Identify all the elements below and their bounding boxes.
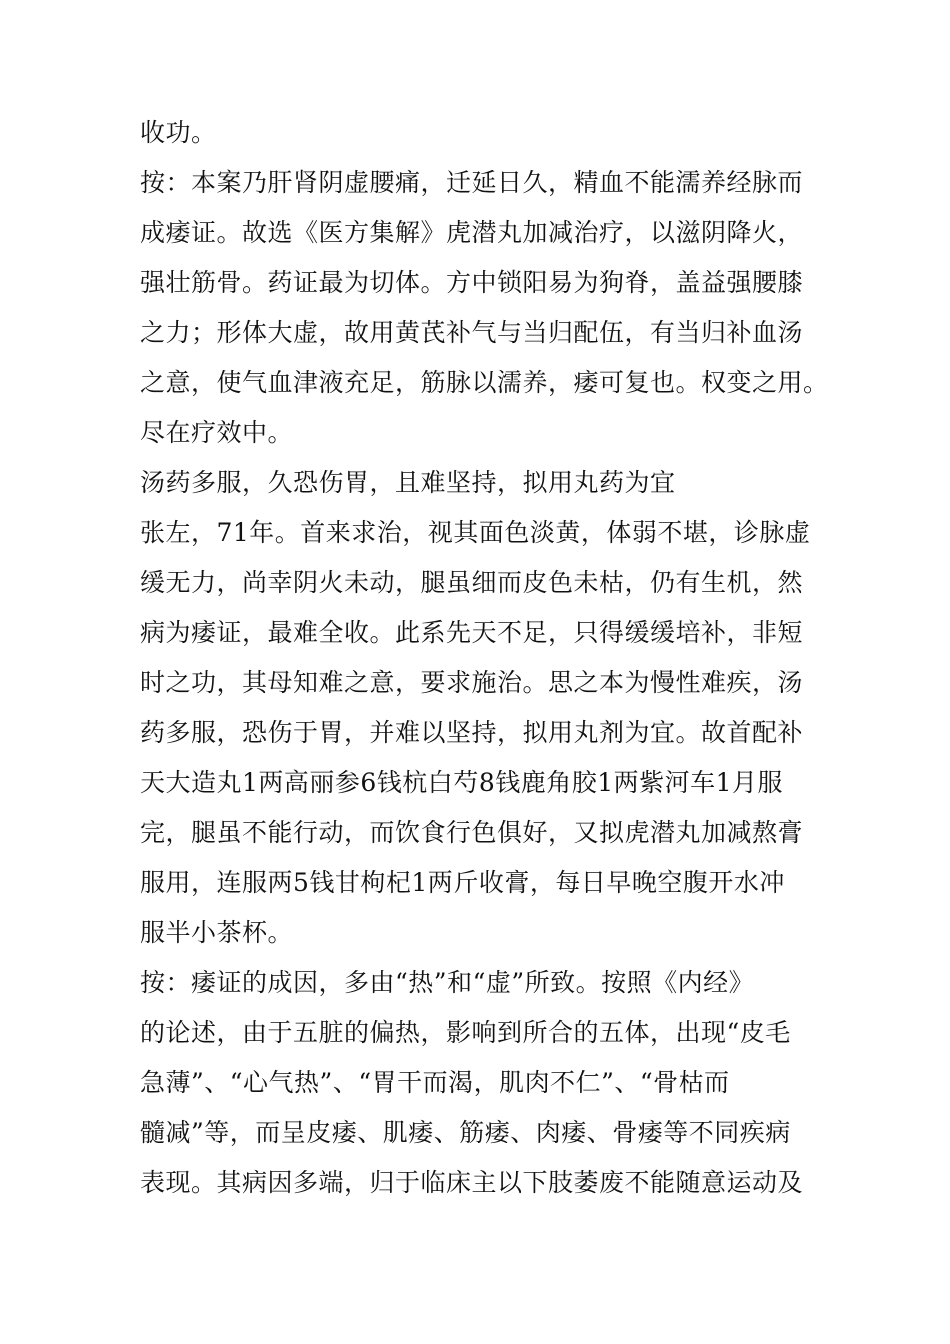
text-line: 完，腿虽不能行动，而饮食行色俱好，又拟虎潜丸加减熬膏: [140, 818, 804, 847]
text-line: 时之功，其母知难之意，要求施治。思之本为慢性难疾，汤: [140, 668, 804, 697]
text-line: 服半小茶杯。: [140, 918, 294, 947]
text-line: 缓无力，尚幸阴火未动，腿虽细而皮色未枯，仍有生机，然: [140, 568, 804, 597]
text-line: 成痿证。故选《医方集解》虎潜丸加减治疗，以滋阴降火，: [140, 218, 804, 247]
text-line: 髓减”等，而呈皮痿、肌痿、筋痿、肉痿、骨痿等不同疾病: [140, 1118, 791, 1147]
text-line: 天大造丸1两高丽参6钱杭白芍8钱鹿角胶1两紫河车1月服: [140, 768, 784, 797]
text-line: 按：痿证的成因，多由“热”和“虚”所致。按照《内经》: [140, 968, 755, 997]
text-line: 表现。其病因多端，归于临床主以下肢萎废不能随意运动及: [140, 1168, 804, 1197]
text-line: 病为痿证，最难全收。此系先天不足，只得缓缓培补，非短: [140, 618, 804, 647]
text-line: 急薄”、“心气热”、“胃干而渴，肌肉不仁”、“骨枯而: [140, 1068, 730, 1097]
text-line: 药多服，恐伤于胃，并难以坚持，拟用丸剂为宜。故首配补: [140, 718, 804, 747]
text-line: 之力；形体大虚，故用黄芪补气与当归配伍，有当归补血汤: [140, 318, 804, 347]
text-line: 收功。: [140, 118, 217, 147]
text-line: 尽在疗效中。: [140, 418, 294, 447]
body-text: [140, 108, 830, 1208]
text-line: 服用，连服两5钱甘枸杞1两斤收膏，每日早晚空腹开水冲: [140, 868, 785, 897]
text-line: 张左，71年。首来求治，视其面色淡黄，体弱不堪，诊脉虚: [140, 518, 811, 547]
text-line: 强壮筋骨。药证最为切体。方中锁阳易为狗脊，盖益强腰膝: [140, 268, 804, 297]
text-line: 之意，使气血津液充足，筋脉以濡养，痿可复也。权变之用。: [140, 368, 829, 397]
section-heading: 汤药多服，久恐伤胃，且难坚持，拟用丸药为宜: [140, 468, 676, 497]
text-line: 的论述，由于五脏的偏热，影响到所合的五体，出现“皮毛: [140, 1018, 791, 1047]
text-line: 按：本案乃肝肾阴虚腰痛，迁延日久，精血不能濡养经脉而: [140, 168, 804, 197]
